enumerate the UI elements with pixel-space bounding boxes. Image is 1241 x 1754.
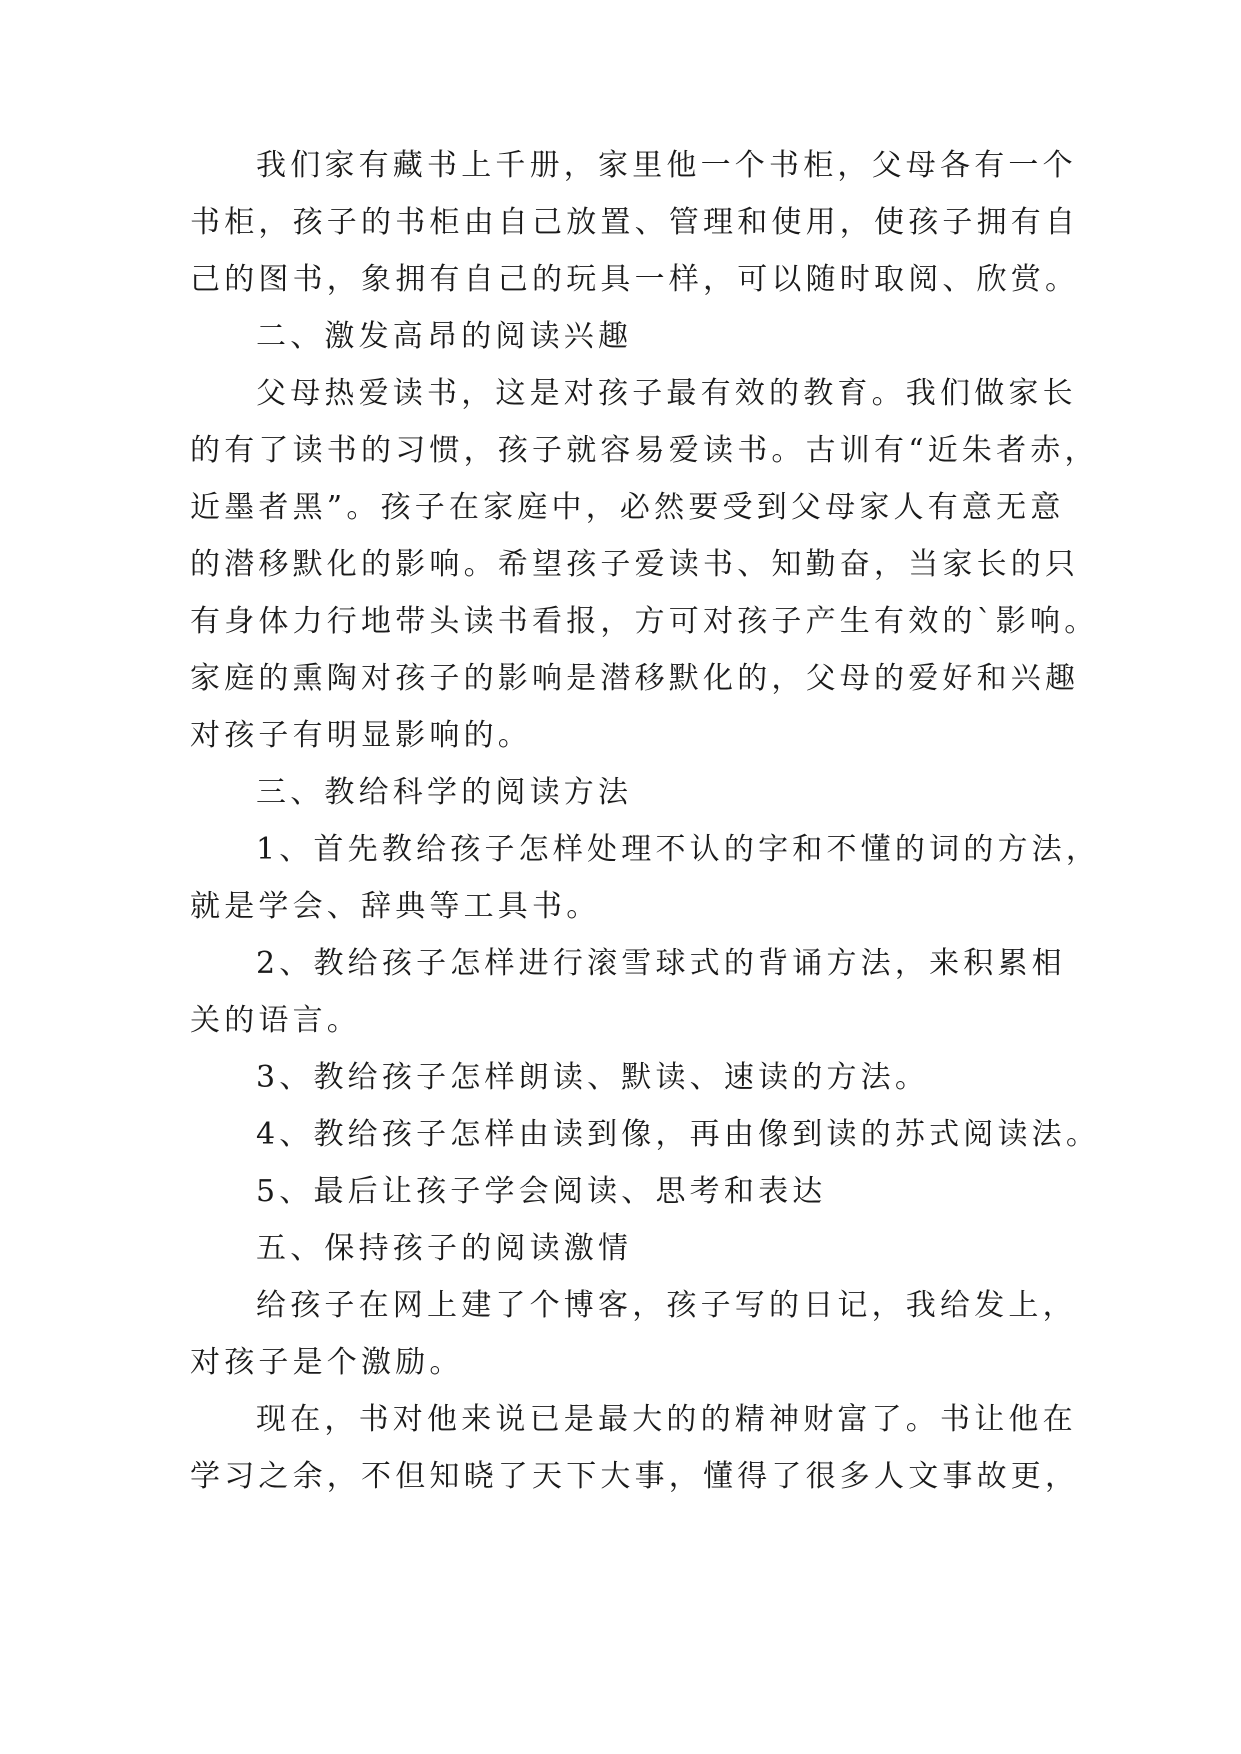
- text-line: 我们家有藏书上千册，家里他一个书柜，父母各有一个: [256, 148, 1077, 183]
- text-line: 对孩子有明显影响的。: [190, 718, 532, 753]
- list-item: 2、教给孩子怎样进行滚雪球式的背诵方法，来积累相: [256, 946, 1066, 981]
- list-item: 4、教给孩子怎样由读到像，再由像到读的苏式阅读法。: [256, 1117, 1101, 1152]
- list-item: 3、教给孩子怎样朗读、默读、速读的方法。: [256, 1060, 930, 1095]
- text-line: 就是学会、辞典等工具书。: [190, 889, 601, 924]
- list-item: 5、最后让孩子学会阅读、思考和表达: [256, 1174, 827, 1209]
- text-line: 书柜，孩子的书柜由自己放置、管理和使用，使孩子拥有自: [190, 205, 1080, 240]
- section-heading: 三、教给科学的阅读方法: [256, 775, 633, 810]
- text-line: 关的语言。: [190, 1003, 361, 1038]
- text-line: 家庭的熏陶对孩子的影响是潜移默化的，父母的爱好和兴趣: [190, 661, 1080, 696]
- text-line: 的有了读书的习惯，孩子就容易爱读书。古训有“近朱者赤，: [190, 433, 1099, 468]
- section-heading: 二、激发高昂的阅读兴趣: [256, 319, 633, 354]
- text-line: 近墨者黑”。孩子在家庭中，必然要受到父母家人有意无意: [190, 490, 1065, 525]
- text-line: 学习之余，不但知晓了天下大事，懂得了很多人文事故更，: [190, 1459, 1080, 1494]
- text-line: 父母热爱读书，这是对孩子最有效的教育。我们做家长: [256, 376, 1077, 411]
- text-line: 给孩子在网上建了个博客，孩子写的日记，我给发上，: [256, 1288, 1077, 1323]
- text-line: 的潜移默化的影响。希望孩子爱读书、知勤奋，当家长的只: [190, 547, 1080, 582]
- text-line: 有身体力行地带头读书看报，方可对孩子产生有效的`影响。: [190, 604, 1099, 639]
- text-line: 现在，书对他来说已是最大的的精神财富了。书让他在: [256, 1402, 1077, 1437]
- text-line: 己的图书，象拥有自己的玩具一样，可以随时取阅、欣赏。: [190, 262, 1080, 297]
- text-line: 对孩子是个激励。: [190, 1345, 464, 1380]
- list-item: 1、首先教给孩子怎样处理不认的字和不懂的词的方法，: [256, 832, 1101, 867]
- section-heading: 五、保持孩子的阅读激情: [256, 1231, 633, 1266]
